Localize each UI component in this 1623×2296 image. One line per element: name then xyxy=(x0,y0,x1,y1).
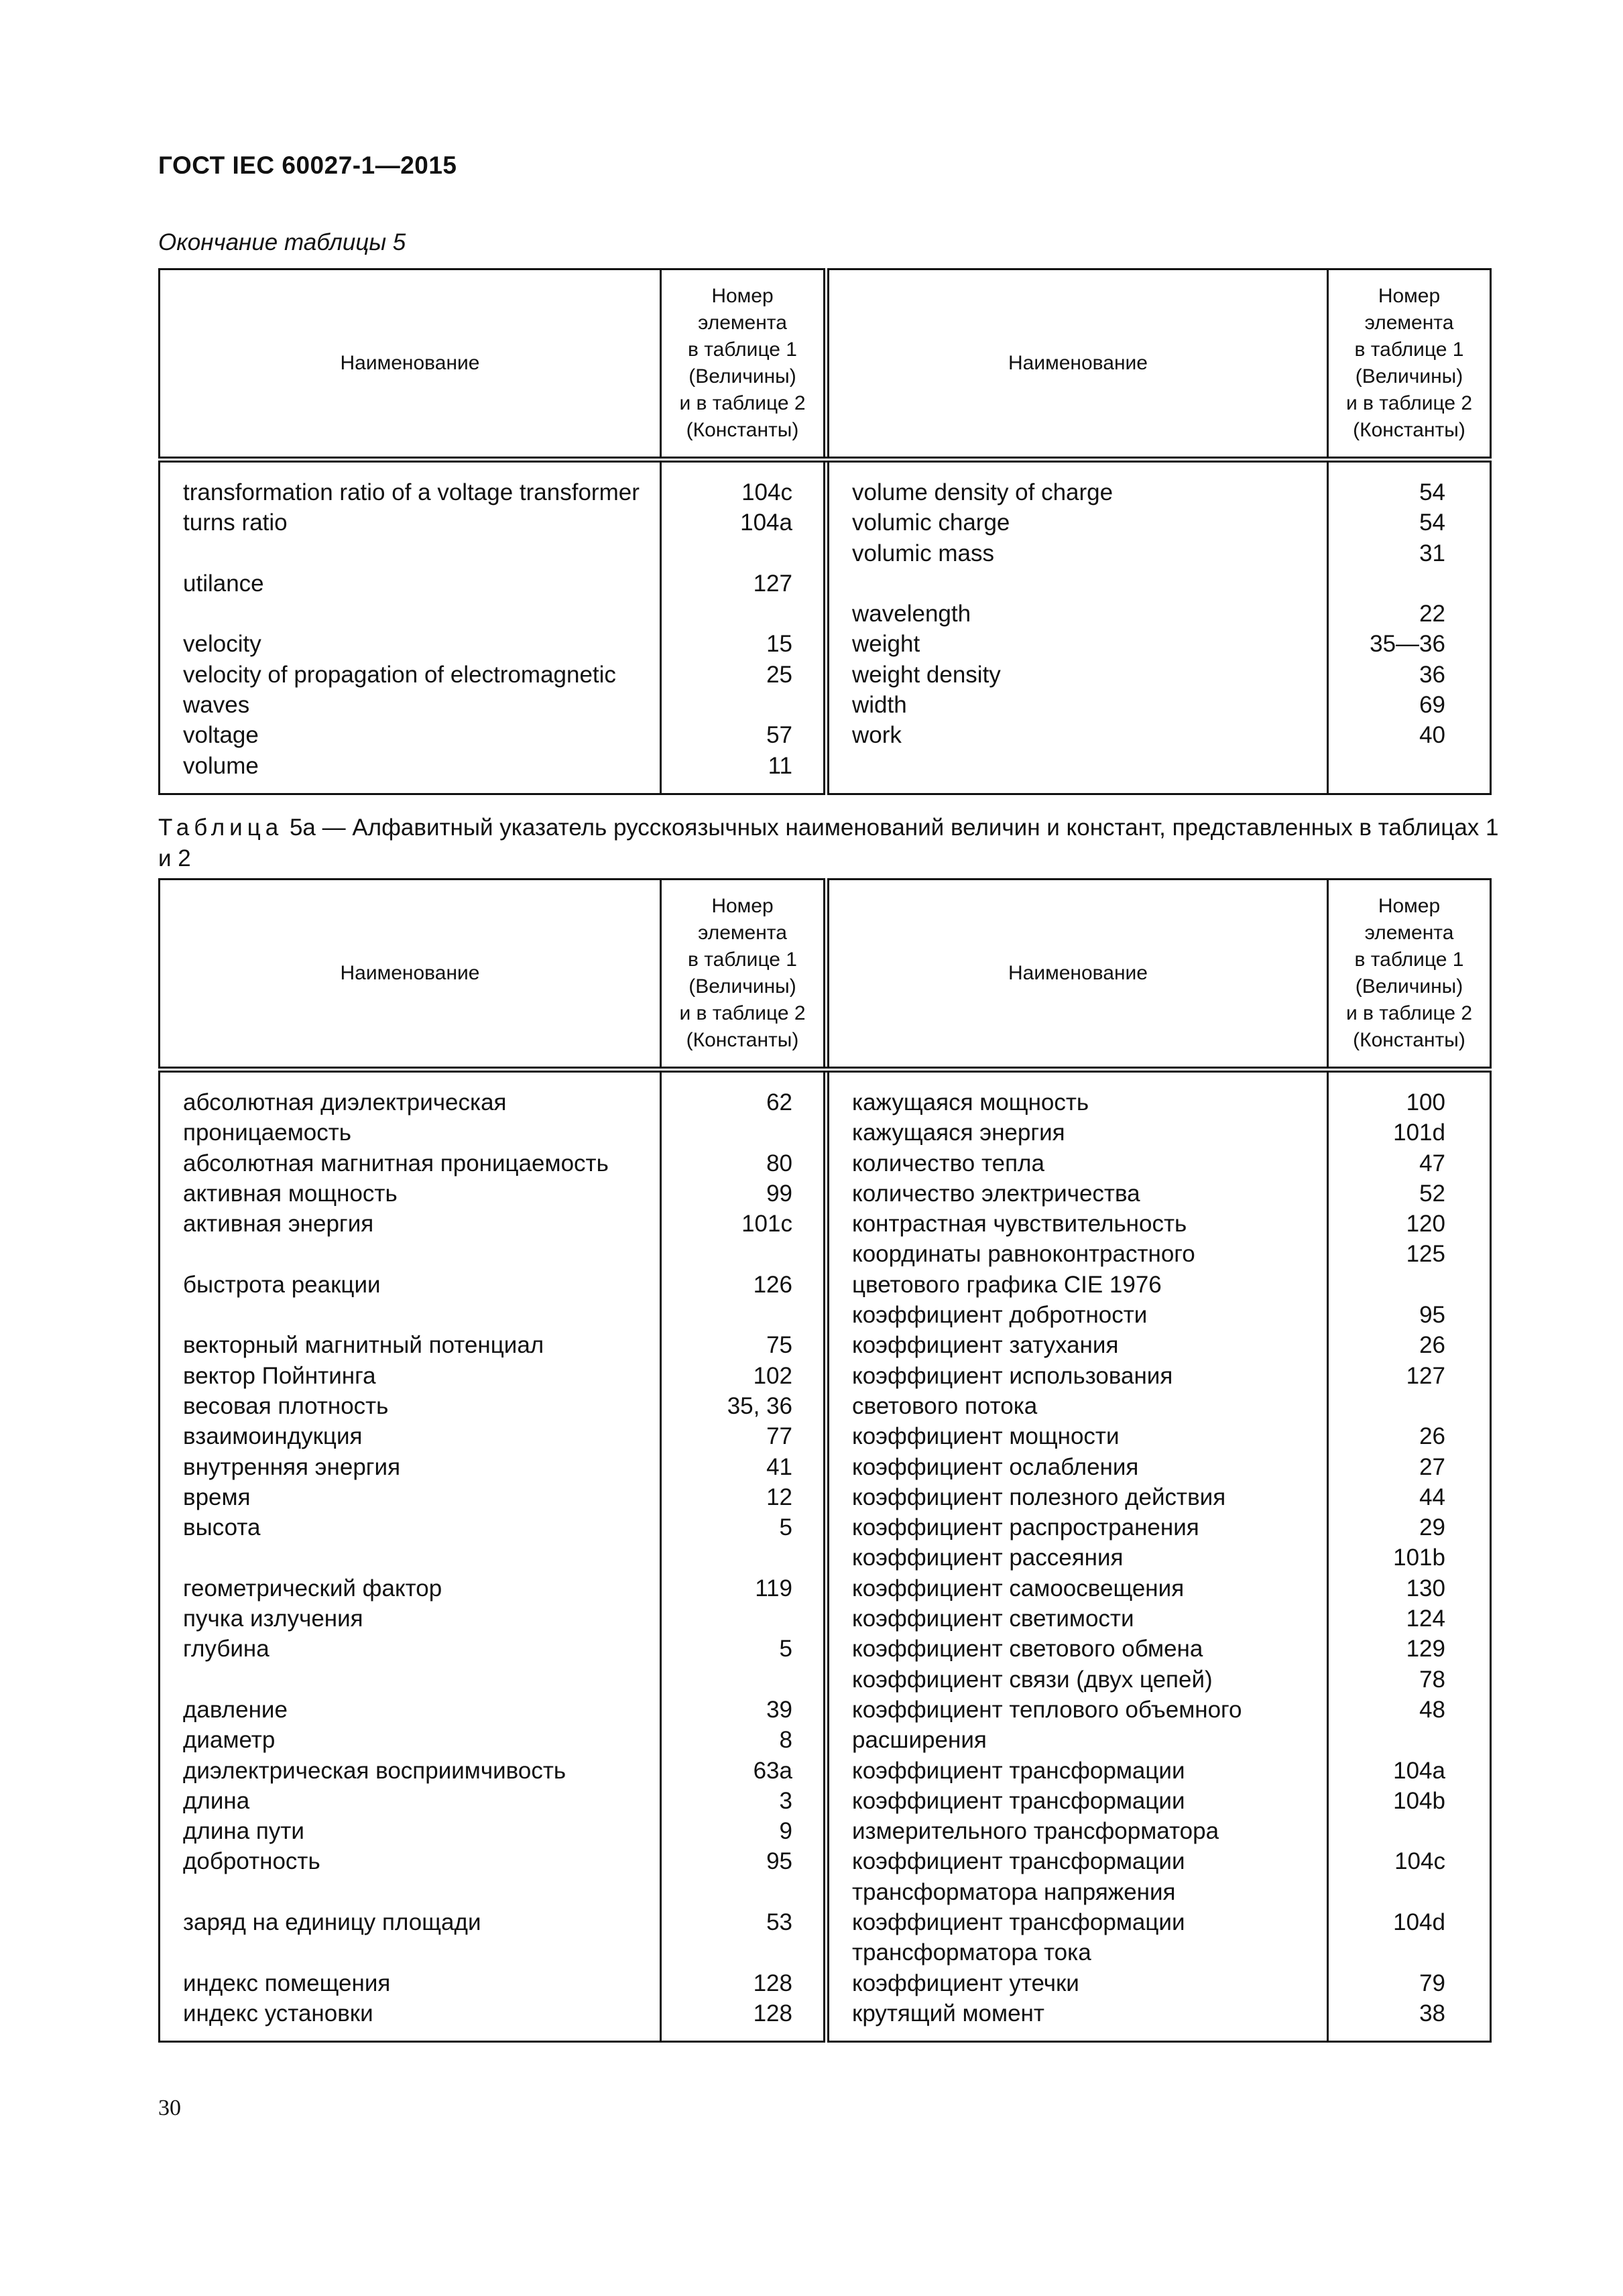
header-line: элемента xyxy=(1364,922,1454,944)
entry-name: глубина xyxy=(183,1636,269,1663)
header-line: и в таблице 2 xyxy=(1345,1002,1473,1024)
entry-name xyxy=(160,1300,660,1330)
entry-name: диэлектрическая восприимчивость xyxy=(183,1757,566,1784)
entry-number: 99 xyxy=(766,1180,792,1207)
entry-name: активная мощность xyxy=(183,1180,398,1207)
table-5a xyxy=(158,878,1492,2043)
header-line: (Константы) xyxy=(686,419,799,441)
entry-number: 63a xyxy=(753,1757,792,1784)
column-header-number-left xyxy=(661,269,827,460)
entry-number: 5 xyxy=(779,1636,792,1663)
entry-name xyxy=(829,751,1327,781)
table-5a-caption-text: 5а — Алфавитный указатель русскоязычных наименований величин и констант, представленных в таблицах 1 и 2 xyxy=(158,814,1499,871)
header-line: и в таблице 2 xyxy=(679,1002,806,1024)
numbers-column-right xyxy=(1329,1073,1490,2041)
entry-number: 101b xyxy=(1393,1545,1445,1571)
header-line: и в таблице 2 xyxy=(679,392,806,414)
document-title: ГОСТ IEC 60027-1—2015 xyxy=(158,152,457,179)
entry-name: высота xyxy=(183,1514,261,1541)
entry-name: абсолютная диэлектрическая xyxy=(183,1089,507,1115)
entry-name: абсолютная магнитная проницаемость xyxy=(183,1150,609,1176)
entry-name: коэффициент полезного действия xyxy=(852,1484,1226,1510)
entry-name: voltage xyxy=(183,722,259,749)
entry-number: 41 xyxy=(766,1453,792,1480)
header-line: Номер xyxy=(1378,285,1441,307)
entry-name: добротность xyxy=(183,1848,320,1875)
entry-number: 120 xyxy=(1406,1211,1445,1237)
entry-number: 9 xyxy=(779,1818,792,1845)
header-line: (Константы) xyxy=(1353,419,1465,441)
entry-name: коэффициент теплового объемного xyxy=(852,1696,1242,1723)
entry-name: transformation ratio of a voltage transformer xyxy=(183,479,640,505)
entry-number: 31 xyxy=(1419,540,1445,566)
entry-name xyxy=(160,1543,660,1573)
entry-number: 128 xyxy=(753,2000,792,2027)
entry-name: геометрический фактор xyxy=(183,1575,442,1602)
entry-name: коэффициент ослабления xyxy=(852,1453,1139,1480)
entry-name: weight density xyxy=(852,661,1001,688)
entry-name: velocity of propagation of electromagnetic xyxy=(183,661,616,688)
entry-number: 15 xyxy=(766,631,792,658)
entry-number: 36 xyxy=(1419,661,1445,688)
entry-number: 126 xyxy=(753,1271,792,1298)
entry-name: waves xyxy=(183,692,250,719)
entry-name: volume density of charge xyxy=(852,479,1114,505)
entry-number: 35, 36 xyxy=(727,1392,792,1419)
header-line: элемента xyxy=(698,922,787,944)
entry-number: 25 xyxy=(766,661,792,688)
entry-name: векторный магнитный потенциал xyxy=(183,1332,544,1359)
entry-name: work xyxy=(852,722,902,749)
entry-number: 104d xyxy=(1393,1909,1445,1936)
entry-number: 47 xyxy=(1419,1150,1445,1176)
entry-number xyxy=(1329,1270,1490,1300)
entry-name: трансформатора тока xyxy=(852,1939,1091,1966)
names-column-left xyxy=(160,463,660,793)
entry-name: пучка излучения xyxy=(183,1606,363,1632)
entry-name: координаты равноконтрастного xyxy=(852,1241,1195,1268)
header-line: в таблице 1 xyxy=(687,949,797,971)
column-header-number-right xyxy=(1328,880,1491,1070)
entry-name: заряд на единицу площади xyxy=(183,1909,481,1936)
entry-number: 22 xyxy=(1419,601,1445,627)
numbers-column-left xyxy=(662,463,823,793)
entry-name: время xyxy=(183,1484,251,1510)
entry-number: 35—36 xyxy=(1370,631,1445,658)
entry-name: индекс установки xyxy=(183,2000,373,2027)
header-line: (Величины) xyxy=(688,365,796,387)
header-line: Номер xyxy=(711,895,774,917)
header-line: (Величины) xyxy=(1355,975,1463,998)
entry-number: 95 xyxy=(1419,1302,1445,1329)
entry-number: 44 xyxy=(1419,1484,1445,1510)
entry-name: коэффициент использования xyxy=(852,1362,1173,1389)
numbers-column-right xyxy=(1329,463,1490,793)
entry-number: 125 xyxy=(1406,1241,1445,1268)
entry-number: 54 xyxy=(1419,479,1445,505)
entry-name xyxy=(160,1937,660,1968)
entry-name: контрастная чувствительность xyxy=(852,1211,1187,1237)
entry-number: 124 xyxy=(1406,1606,1445,1632)
entry-number: 5 xyxy=(779,1514,792,1541)
entry-number: 8 xyxy=(779,1727,792,1754)
entry-number: 26 xyxy=(1419,1332,1445,1359)
entry-number: 77 xyxy=(766,1423,792,1450)
column-header-name-left: Наименование xyxy=(160,880,661,1070)
entry-name: volumic charge xyxy=(852,509,1010,536)
names-column-right xyxy=(829,463,1327,793)
entry-number: 104a xyxy=(740,509,792,536)
entry-number: 69 xyxy=(1419,692,1445,719)
entry-number: 48 xyxy=(1419,1696,1445,1723)
entry-number xyxy=(662,538,823,568)
entry-number: 26 xyxy=(1419,1423,1445,1450)
entry-number: 52 xyxy=(1419,1180,1445,1207)
table-5a-caption-prefix: Таблица xyxy=(158,814,284,841)
entry-number: 104a xyxy=(1393,1757,1445,1784)
entry-name: коэффициент светимости xyxy=(852,1606,1134,1632)
entry-number xyxy=(1329,1877,1490,1907)
entry-number xyxy=(1329,1937,1490,1968)
header-line: элемента xyxy=(1364,312,1454,334)
entry-name: индекс помещения xyxy=(183,1970,391,1996)
entry-name xyxy=(160,599,660,629)
entry-number: 129 xyxy=(1406,1636,1445,1663)
header-line: (Константы) xyxy=(1353,1029,1465,1051)
entry-number xyxy=(662,1117,823,1148)
entry-number: 75 xyxy=(766,1332,792,1359)
entry-number xyxy=(662,1543,823,1573)
entry-number: 40 xyxy=(1419,722,1445,749)
entry-number: 101d xyxy=(1393,1120,1445,1146)
header-line: в таблице 1 xyxy=(687,339,797,361)
entry-name: внутренняя энергия xyxy=(183,1453,401,1480)
entry-number: 29 xyxy=(1419,1514,1445,1541)
entry-number: 3 xyxy=(779,1787,792,1814)
header-line: элемента xyxy=(698,312,787,334)
entry-number: 54 xyxy=(1419,509,1445,536)
entry-number xyxy=(1329,1816,1490,1846)
table-5-end xyxy=(158,268,1492,795)
entry-number: 39 xyxy=(766,1696,792,1723)
entry-name: коэффициент трансформации xyxy=(852,1757,1185,1784)
header-line: Номер xyxy=(711,285,774,307)
entry-number: 127 xyxy=(753,570,792,597)
entry-name: количество тепла xyxy=(852,1150,1044,1176)
entry-name: коэффициент связи (двух цепей) xyxy=(852,1666,1213,1693)
column-header-name-right: Наименование xyxy=(827,880,1328,1070)
header-line: и в таблице 2 xyxy=(1345,392,1473,414)
entry-number: 57 xyxy=(766,722,792,749)
entry-name: весовая плотность xyxy=(183,1392,389,1419)
entry-name: активная энергия xyxy=(183,1211,374,1237)
entry-name: turns ratio xyxy=(183,509,288,536)
entry-name: коэффициент рассеяния xyxy=(852,1545,1124,1571)
entry-name: коэффициент трансформации xyxy=(852,1787,1185,1814)
entry-number: 127 xyxy=(1406,1362,1445,1389)
entry-name xyxy=(160,538,660,568)
entry-number xyxy=(662,1877,823,1907)
entry-number: 101c xyxy=(741,1211,792,1237)
entry-number: 104b xyxy=(1393,1787,1445,1814)
entry-name: расширения xyxy=(852,1727,987,1754)
entry-number: 38 xyxy=(1419,2000,1445,2027)
page-number: 30 xyxy=(158,2096,181,2120)
entry-number xyxy=(1329,1725,1490,1755)
entry-number: 128 xyxy=(753,1970,792,1996)
entry-number: 78 xyxy=(1419,1666,1445,1693)
entry-name: коэффициент добротности xyxy=(852,1302,1148,1329)
entry-number xyxy=(1329,1391,1490,1421)
entry-name: utilance xyxy=(183,570,264,597)
entry-name xyxy=(160,1665,660,1695)
entry-name: длина xyxy=(183,1787,250,1814)
numbers-column-left xyxy=(662,1073,823,2041)
entry-name: взаимоиндукция xyxy=(183,1423,363,1450)
header-line: (Величины) xyxy=(688,975,796,998)
entry-number: 53 xyxy=(766,1909,792,1936)
entry-number: 80 xyxy=(766,1150,792,1176)
entry-name: измерительного трансформатора xyxy=(852,1818,1219,1845)
entry-name: коэффициент затухания xyxy=(852,1332,1119,1359)
entry-number xyxy=(662,1239,823,1269)
entry-number xyxy=(662,1300,823,1330)
entry-name: длина пути xyxy=(183,1818,304,1845)
entry-name: цветового графика CIE 1976 xyxy=(852,1271,1162,1298)
entry-name xyxy=(160,1877,660,1907)
column-header-number-right xyxy=(1328,269,1491,460)
entry-name: вектор Пойнтинга xyxy=(183,1362,376,1389)
entry-name: коэффициент светового обмена xyxy=(852,1636,1203,1663)
column-header-name-left: Наименование xyxy=(160,269,661,460)
entry-number xyxy=(662,690,823,720)
entry-name: коэффициент самоосвещения xyxy=(852,1575,1185,1602)
entry-name: давление xyxy=(183,1696,288,1723)
names-column-left xyxy=(160,1073,660,2041)
entry-number: 62 xyxy=(766,1089,792,1115)
entry-number xyxy=(662,599,823,629)
entry-name: wavelength xyxy=(852,601,971,627)
table-5a-caption xyxy=(158,812,1499,874)
column-header-number-left xyxy=(661,880,827,1070)
entry-number: 104c xyxy=(1394,1848,1445,1875)
entry-name: кажущаяся мощность xyxy=(852,1089,1089,1115)
entry-number: 79 xyxy=(1419,1970,1445,1996)
entry-name: коэффициент трансформации xyxy=(852,1848,1185,1875)
entry-name xyxy=(160,1239,660,1269)
table-5-continuation-caption: Окончание таблицы 5 xyxy=(158,229,406,255)
entry-name: кажущаяся энергия xyxy=(852,1120,1065,1146)
entry-name: коэффициент утечки xyxy=(852,1970,1079,1996)
names-column-right xyxy=(829,1073,1327,2041)
entry-number: 27 xyxy=(1419,1453,1445,1480)
entry-name: коэффициент мощности xyxy=(852,1423,1120,1450)
entry-name: коэффициент распространения xyxy=(852,1514,1199,1541)
entry-number: 100 xyxy=(1406,1089,1445,1115)
entry-name: крутящий момент xyxy=(852,2000,1044,2027)
entry-number xyxy=(1329,568,1490,599)
entry-name: коэффициент трансформации xyxy=(852,1909,1185,1936)
entry-name: светового потока xyxy=(852,1392,1038,1419)
entry-name: трансформатора напряжения xyxy=(852,1878,1176,1905)
entry-number: 102 xyxy=(753,1362,792,1389)
entry-number xyxy=(1329,751,1490,781)
entry-number: 12 xyxy=(766,1484,792,1510)
entry-number xyxy=(662,1604,823,1634)
entry-number: 130 xyxy=(1406,1575,1445,1602)
entry-name: weight xyxy=(852,631,920,658)
entry-number: 11 xyxy=(768,752,792,779)
entry-name xyxy=(829,568,1327,599)
entry-name: volume xyxy=(183,752,259,779)
entry-name: диаметр xyxy=(183,1727,276,1754)
entry-name: быстрота реакции xyxy=(183,1271,381,1298)
entry-name: проницаемость xyxy=(183,1120,352,1146)
entry-number xyxy=(662,1937,823,1968)
header-line: в таблице 1 xyxy=(1354,949,1464,971)
entry-number: 119 xyxy=(755,1575,792,1602)
entry-name: количество электричества xyxy=(852,1180,1140,1207)
entry-name: velocity xyxy=(183,631,261,658)
entry-number: 95 xyxy=(766,1848,792,1875)
entry-number xyxy=(662,1665,823,1695)
header-line: Номер xyxy=(1378,895,1441,917)
entry-name: volumic mass xyxy=(852,540,994,566)
header-line: в таблице 1 xyxy=(1354,339,1464,361)
entry-name: width xyxy=(852,692,907,719)
entry-number: 104c xyxy=(741,479,792,505)
header-line: (Величины) xyxy=(1355,365,1463,387)
header-line: (Константы) xyxy=(686,1029,799,1051)
column-header-name-right: Наименование xyxy=(827,269,1328,460)
